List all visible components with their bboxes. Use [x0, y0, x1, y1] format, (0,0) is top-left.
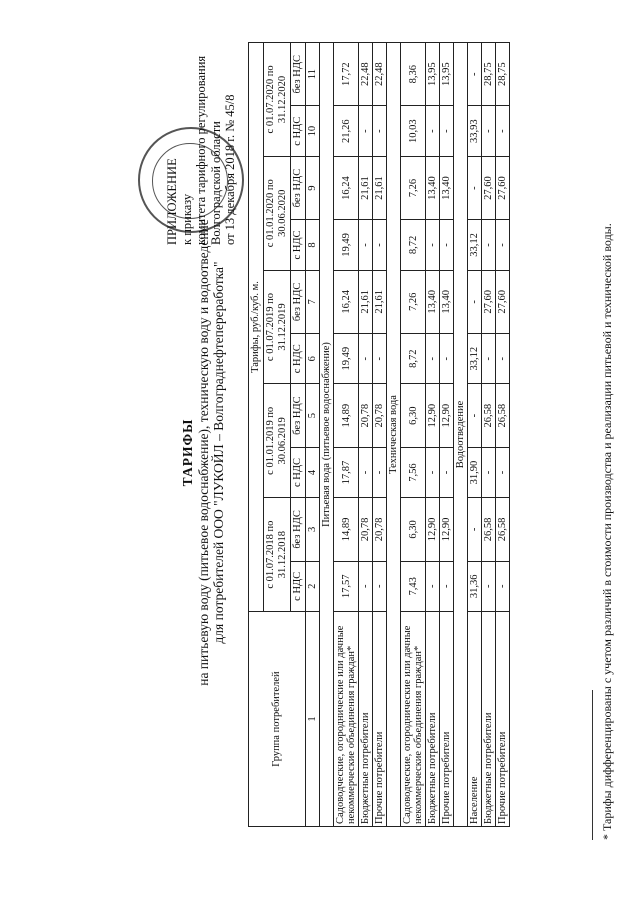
tariff-value-cell: 7,26: [401, 270, 426, 333]
tariff-value-cell: 12,90: [426, 384, 440, 447]
column-number: 7: [306, 270, 320, 333]
tariff-value-cell: -: [496, 220, 510, 270]
vat-header: с НДС: [291, 106, 306, 156]
tariff-value-cell: 27,60: [482, 156, 496, 219]
tariff-value-cell: 27,60: [496, 156, 510, 219]
tariff-value-cell: 31,90: [468, 447, 482, 497]
column-number: 11: [306, 43, 320, 106]
tariff-value-cell: -: [426, 334, 440, 384]
tariff-value-cell: 14,89: [334, 498, 359, 561]
title-subtitle: для потребителей ООО "ЛУКОЙЛ – Волгограднефтепереработка": [211, 261, 226, 644]
column-number: 6: [306, 334, 320, 384]
vat-header: с НДС: [291, 561, 306, 611]
consumer-group-cell: Население: [468, 612, 482, 827]
tariff-value-cell: 20,78: [359, 498, 373, 561]
tariff-value-cell: -: [373, 447, 387, 497]
period-header: с 01.07.2020 по 31.12.2020: [264, 43, 291, 157]
period-header: с 01.07.2019 по 31.12.2019: [264, 270, 291, 384]
table-row: [401, 43, 426, 827]
title-main: ТАРИФЫ: [180, 418, 195, 487]
consumer-group-cell: Прочие потребители: [440, 612, 454, 827]
period-header: с 01.01.2019 по 30.06.2019: [264, 384, 291, 498]
table-row: [440, 43, 454, 827]
tariff-value-cell: -: [373, 561, 387, 611]
vat-header: без НДС: [291, 384, 306, 447]
tariff-value-cell: 10,03: [401, 106, 426, 156]
consumer-group-cell: Садоводческие, огороднические или дачные некоммерческие объединения граждан*: [334, 612, 359, 827]
tariff-value-cell: 20,78: [373, 498, 387, 561]
column-number: 1: [306, 612, 320, 827]
tariff-value-cell: 26,58: [496, 498, 510, 561]
section-title: Питьевая вода (питьевое водоснабжение): [320, 43, 334, 827]
tariff-value-cell: -: [496, 447, 510, 497]
appendix-line: комитета тарифного регулирования: [194, 55, 208, 245]
section-title: Водоотведение: [454, 43, 468, 827]
vat-header: без НДС: [291, 498, 306, 561]
title-subtitle: на питьевую воду (питьевое водоснабжение), техническую воду и водоотведение: [195, 219, 211, 686]
tariff-value-cell: 27,60: [496, 270, 510, 333]
tariff-value-cell: -: [482, 220, 496, 270]
table-row: [482, 43, 496, 827]
tariff-value-cell: 8,72: [401, 220, 426, 270]
tariff-value-cell: 26,58: [496, 384, 510, 447]
tariff-value-cell: 12,90: [440, 384, 454, 447]
tariff-value-cell: 19,49: [334, 220, 359, 270]
tariff-value-cell: -: [373, 106, 387, 156]
consumer-group-cell: Садоводческие, огороднические или дачные некоммерческие объединения граждан*: [401, 612, 426, 827]
period-header: с 01.07.2018 по 31.12.2018: [264, 498, 291, 612]
tariff-value-cell: -: [373, 334, 387, 384]
tariff-value-cell: 7,56: [401, 447, 426, 497]
consumer-group-cell: Бюджетные потребители: [359, 612, 373, 827]
tariff-value-cell: 22,48: [373, 43, 387, 106]
tariff-value-cell: 13,40: [426, 270, 440, 333]
tariff-value-cell: 7,43: [401, 561, 426, 611]
column-numbers-row: [306, 43, 320, 827]
tariff-value-cell: -: [426, 220, 440, 270]
consumer-group-cell: Прочие потребители: [373, 612, 387, 827]
vat-header: с НДС: [291, 220, 306, 270]
tariff-value-cell: 21,26: [334, 106, 359, 156]
tariff-value-cell: 17,87: [334, 447, 359, 497]
footnote: * Тарифы дифференцированы с учетом различий в стоимости производства и реализации питьевой и технической воды.: [600, 223, 614, 840]
tariff-value-cell: -: [426, 561, 440, 611]
tariff-value-cell: -: [468, 498, 482, 561]
document-title: [180, 0, 227, 905]
tariff-value-cell: 31,36: [468, 561, 482, 611]
vat-header: с НДС: [291, 334, 306, 384]
column-number: 2: [306, 561, 320, 611]
section-row: [387, 43, 401, 827]
tariff-value-cell: -: [426, 106, 440, 156]
tariff-value-cell: -: [468, 43, 482, 106]
tariff-value-cell: 20,78: [373, 384, 387, 447]
tariff-value-cell: -: [359, 106, 373, 156]
tariff-value-cell: 12,90: [440, 498, 454, 561]
appendix-heading: ПРИЛОЖЕНИЕ: [165, 158, 179, 245]
tariff-value-cell: 13,40: [426, 156, 440, 219]
tariff-value-cell: 21,61: [359, 270, 373, 333]
tariff-value-cell: 28,75: [482, 43, 496, 106]
tariff-value-cell: 17,57: [334, 561, 359, 611]
tariff-value-cell: -: [482, 106, 496, 156]
table-row: [334, 43, 359, 827]
vat-header: без НДС: [291, 43, 306, 106]
table-row: [468, 43, 482, 827]
tariff-value-cell: -: [440, 106, 454, 156]
period-header: с 01.01.2020 по 30.06.2020: [264, 156, 291, 270]
column-number: 9: [306, 156, 320, 219]
section-row: [454, 43, 468, 827]
tariff-value-cell: -: [496, 561, 510, 611]
tariff-value-cell: 6,30: [401, 384, 426, 447]
tariff-value-cell: -: [468, 270, 482, 333]
vat-header: без НДС: [291, 270, 306, 333]
tariff-value-cell: 26,58: [482, 384, 496, 447]
tariff-value-cell: 27,60: [482, 270, 496, 333]
tariff-value-cell: -: [426, 447, 440, 497]
footnote-separator: [592, 690, 593, 840]
appendix-date-line: от 13 декабря 2018 г. № 45/8: [223, 94, 237, 245]
column-number: 8: [306, 220, 320, 270]
tariff-value-cell: 13,95: [440, 43, 454, 106]
tariff-value-cell: 7,26: [401, 156, 426, 219]
tariff-value-cell: -: [496, 106, 510, 156]
tariff-value-cell: 13,40: [440, 270, 454, 333]
table-row: [359, 43, 373, 827]
tariff-value-cell: -: [468, 384, 482, 447]
tariff-value-cell: 8,72: [401, 334, 426, 384]
tariff-value-cell: 26,58: [482, 498, 496, 561]
tariff-value-cell: 21,61: [373, 156, 387, 219]
tariff-value-cell: 14,89: [334, 384, 359, 447]
tariff-value-cell: -: [468, 156, 482, 219]
column-number: 5: [306, 384, 320, 447]
tariff-value-cell: 33,12: [468, 220, 482, 270]
table-row: [496, 43, 510, 827]
table-row: [373, 43, 387, 827]
tariff-value-cell: -: [373, 220, 387, 270]
tariff-value-cell: -: [359, 220, 373, 270]
tariff-value-cell: -: [440, 447, 454, 497]
tariff-value-cell: 16,24: [334, 270, 359, 333]
tariff-value-cell: -: [359, 561, 373, 611]
tariff-value-cell: -: [440, 220, 454, 270]
tariff-value-cell: -: [496, 334, 510, 384]
tariff-value-cell: 17,72: [334, 43, 359, 106]
tariff-value-cell: 13,40: [440, 156, 454, 219]
tariff-value-cell: -: [482, 334, 496, 384]
tariff-value-cell: -: [359, 334, 373, 384]
tariff-value-cell: 21,61: [359, 156, 373, 219]
tariffs-header: Тарифы, руб./куб. м.: [249, 43, 264, 612]
tariff-value-cell: -: [482, 447, 496, 497]
tariff-value-cell: 22,48: [359, 43, 373, 106]
section-title: Техническая вода: [387, 43, 401, 827]
tariff-value-cell: 33,12: [468, 334, 482, 384]
group-header: Группа потребителей: [249, 612, 306, 827]
consumer-group-cell: Бюджетные потребители: [482, 612, 496, 827]
vat-header: без НДС: [291, 156, 306, 219]
tariffs-body: [320, 43, 510, 827]
tariff-value-cell: 19,49: [334, 334, 359, 384]
tariff-value-cell: -: [482, 561, 496, 611]
section-row: [320, 43, 334, 827]
tariff-value-cell: 20,78: [359, 384, 373, 447]
column-number: 10: [306, 106, 320, 156]
tariffs-table: [248, 42, 510, 827]
column-number: 3: [306, 498, 320, 561]
tariff-value-cell: -: [359, 447, 373, 497]
vat-header: с НДС: [291, 447, 306, 497]
tariff-value-cell: 13,95: [426, 43, 440, 106]
tariff-value-cell: 16,24: [334, 156, 359, 219]
tariff-value-cell: 8,36: [401, 43, 426, 106]
tariff-value-cell: -: [440, 334, 454, 384]
consumer-group-cell: Бюджетные потребители: [426, 612, 440, 827]
consumer-group-cell: Прочие потребители: [496, 612, 510, 827]
tariff-value-cell: -: [440, 561, 454, 611]
column-number: 4: [306, 447, 320, 497]
tariff-value-cell: 6,30: [401, 498, 426, 561]
tariff-value-cell: 28,75: [496, 43, 510, 106]
tariff-value-cell: 12,90: [426, 498, 440, 561]
appendix-line: к приказу: [179, 193, 194, 245]
appendix-line: Волгоградской области: [208, 121, 223, 245]
tariff-value-cell: 21,61: [373, 270, 387, 333]
table-row: [426, 43, 440, 827]
tariff-value-cell: 33,93: [468, 106, 482, 156]
